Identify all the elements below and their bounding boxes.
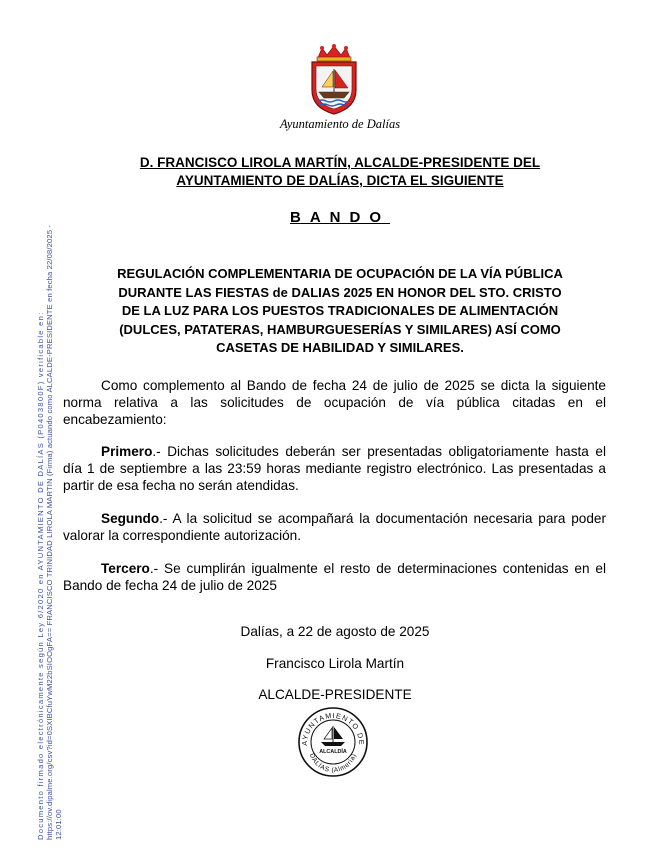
subject-line-1: REGULACIÓN COMPLEMENTARIA DE OCUPACIÓN DE LA VÍA PÚBLICA: [117, 266, 563, 281]
mayor-office-seal: [297, 706, 369, 778]
tercero-label: Tercero: [101, 561, 150, 576]
town-coat-of-arms: [304, 44, 364, 116]
primero-text: .- Dichas solicitudes deberán ser presentadas obligatoriamente hasta el día 1 de septiembre a las 23:59 horas mediante registro electrónico. Las presentadas a partir de esa fecha no serán atendidas.: [63, 444, 606, 494]
intro-paragraph: [63, 377, 606, 429]
primero-label: Primero: [101, 444, 153, 459]
seal-top-text: AYUNTAMIENTO DE: [299, 710, 367, 746]
seal-center-text: ALCALDÍA: [319, 749, 347, 755]
place-and-date: Dalías, a 22 de agosto de 2025: [240, 624, 430, 639]
subject-heading: [60, 265, 620, 358]
segundo-paragraph: [63, 510, 606, 544]
document-heading: [90, 154, 590, 190]
subject-line-5: CASETAS DE HABILIDAD Y SIMILARES.: [216, 340, 464, 356]
electronic-signature-note: [36, 80, 64, 840]
signature-note-line-2: https://ov.dipalme.org/csv?id=0SXIBCfuYwM22bSIOOgFA== FRANCISCO TRINIDAD LIROLA MARTIN (Firma) actuando como ALCALDE-PRESIDENTE en fecha 22/08/2025 -: [45, 224, 55, 840]
segundo-text: .- A la solicitud se acompañará la documentación necesaria para poder valorar la correspondiente autorización.: [63, 511, 606, 544]
tercero-paragraph: [63, 560, 606, 594]
subject-line-4: (DULCES, PATATERAS, HAMBURGUESERÍAS Y SIMILARES) ASÍ COMO: [119, 321, 561, 337]
signature-note-line-1: Documento firmado electrónicamente según Ley 6/2020 en AYUNTAMIENTO DE DALÍAS (P0403800F) verificable en:: [36, 311, 45, 840]
signer-role: ALCALDE-PRESIDENTE: [258, 687, 412, 702]
segundo-label: Segundo: [101, 511, 160, 526]
tercero-text: .- Se cumplirán igualmente el resto de determinaciones contenidas en el Bando de fecha 24 de julio de 2025: [63, 561, 606, 594]
subject-line-2: DURANTE LAS FIESTAS de DALIAS 2025 EN HONOR DEL STO. CRISTO: [118, 284, 562, 300]
heading-line-2: AYUNTAMIENTO DE DALÍAS, DICTA EL SIGUIENTE: [176, 173, 504, 188]
signature-note-line-3: 12:01:00: [54, 809, 64, 840]
primero-paragraph: [63, 443, 606, 495]
signer-name: Francisco Lirola Martín: [265, 656, 405, 671]
heading-line-1: D. FRANCISCO LIROLA MARTÍN, ALCALDE-PRESIDENTE DEL: [139, 155, 541, 170]
subject-line-3: DE LA LUZ PARA LOS PUESTOS TRADICIONALES DE ALIMENTACIÓN: [121, 303, 559, 319]
document-type-title: BANDO: [290, 209, 390, 226]
town-hall-caption: Ayuntamiento de Dalías: [279, 117, 401, 131]
intro-text: Como complemento al Bando de fecha 24 de julio de 2025 se dicta la siguiente norma relativa a las solicitudes de ocupación de vía pública citadas en el encabezamiento:: [63, 378, 606, 428]
seal-bottom-text: DALÍAS (Almería): [307, 752, 359, 775]
